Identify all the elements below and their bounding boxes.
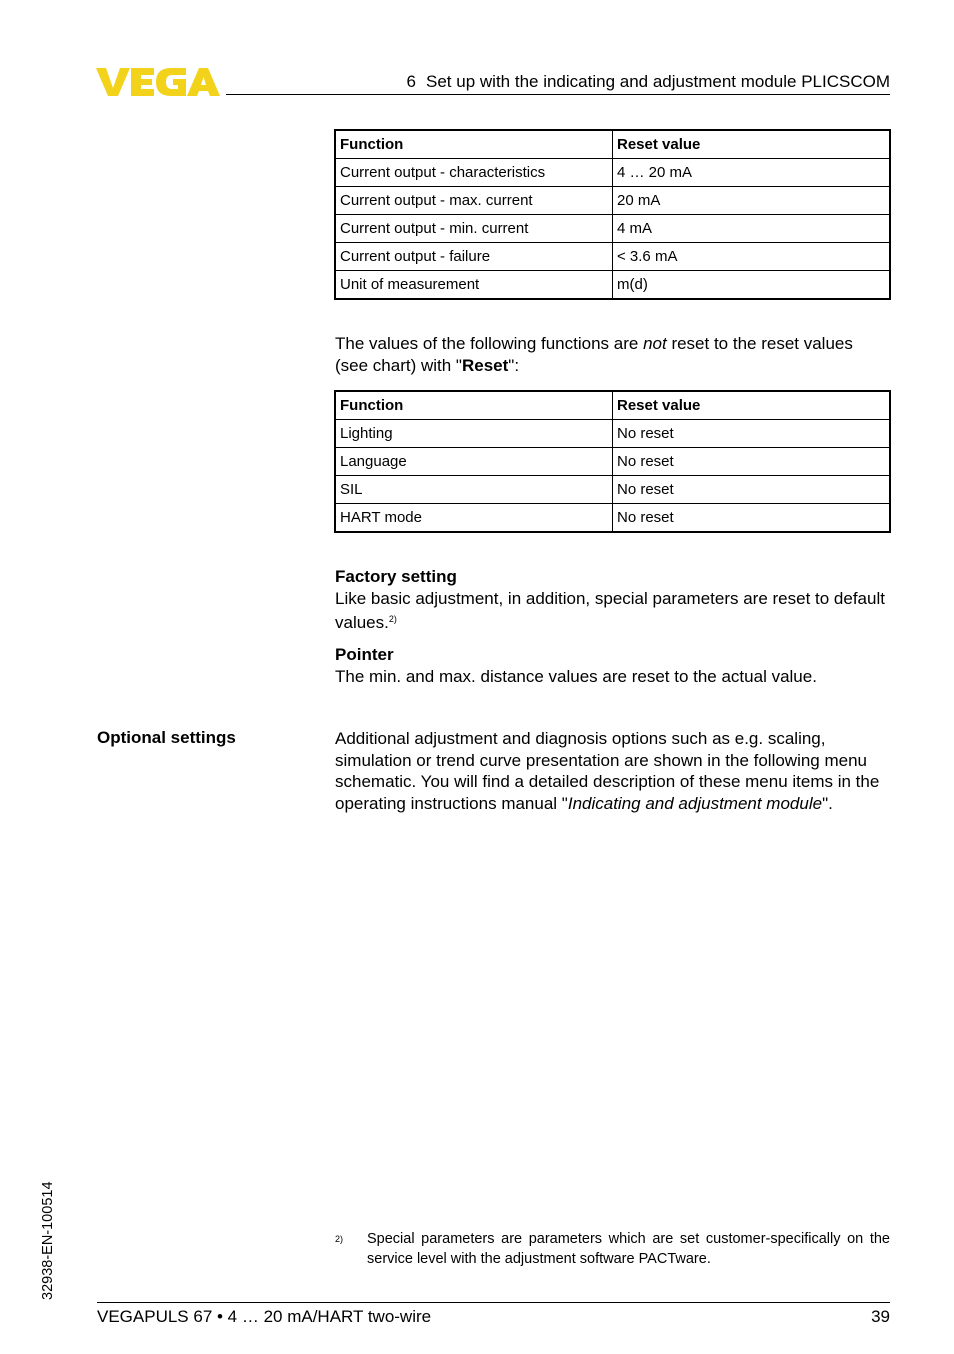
table-header-row	[336, 392, 890, 420]
cell-function: Language	[336, 448, 613, 476]
header-reset-value: Reset value	[613, 392, 890, 420]
table-row	[336, 159, 890, 187]
table-row	[336, 215, 890, 243]
cell-reset-value: No reset	[613, 448, 890, 476]
cell-reset-value: 4 mA	[613, 215, 890, 243]
pointer-text: The min. and max. distance values are reset to the actual value.	[335, 666, 817, 686]
optional-settings-label: Optional settings	[97, 728, 236, 747]
table-header-row	[336, 131, 890, 159]
factory-setting-heading: Factory setting	[335, 567, 457, 586]
cell-reset-value: No reset	[613, 476, 890, 504]
running-header	[407, 72, 890, 92]
intro-emphasis: not	[643, 334, 667, 353]
cell-reset-value: m(d)	[613, 271, 890, 299]
reset-values-table	[335, 130, 890, 299]
pointer-section	[335, 644, 890, 687]
footnote	[335, 1229, 890, 1269]
factory-setting-section	[335, 566, 890, 634]
table-row	[336, 243, 890, 271]
cell-function: HART mode	[336, 504, 613, 532]
cell-reset-value: < 3.6 mA	[613, 243, 890, 271]
factory-setting-body: Like basic adjustment, in addition, special parameters are reset to default values.	[335, 588, 885, 632]
cell-reset-value: No reset	[613, 420, 890, 448]
footnote-ref: 2)	[388, 614, 397, 624]
cell-function: Current output - failure	[336, 243, 613, 271]
intro-text: reset to the reset values (see chart) with "	[335, 334, 853, 375]
cell-reset-value: 4 … 20 mA	[613, 159, 890, 187]
cell-function: Unit of measurement	[336, 271, 613, 299]
header-function: Function	[336, 392, 613, 420]
cell-function: Current output - characteristics	[336, 159, 613, 187]
cell-function: Current output - max. current	[336, 187, 613, 215]
table-row	[336, 420, 890, 448]
section-title: Set up with the indicating and adjustment module PLICSCOM	[426, 72, 890, 91]
cell-function: SIL	[336, 476, 613, 504]
optional-settings-body: ".	[822, 793, 833, 813]
optional-settings-body: Additional adjustment and diagnosis options such as e.g. scaling, simulation or trend curve presentation are shown in the following menu schematic. You will find a detailed description of these menu items in the operating instructions manual "	[335, 729, 880, 813]
header-reset-value: Reset value	[613, 131, 890, 159]
vega-logo	[96, 66, 220, 98]
footer-product: VEGAPULS 67 • 4 … 20 mA/HART two-wire	[97, 1307, 432, 1326]
footnote-mark: 2)	[335, 1234, 344, 1244]
footer-rule	[97, 1302, 890, 1303]
header-rule	[226, 94, 890, 95]
manual-title: Indicating and adjustment module	[567, 793, 823, 813]
factory-setting-text	[335, 588, 890, 634]
table-row	[336, 504, 890, 532]
footnote-text: Special parameters are parameters which are set customer-specifically on the service level with the adjustment software PACTware.	[367, 1231, 890, 1267]
table-row	[336, 476, 890, 504]
cell-reset-value: No reset	[613, 504, 890, 532]
document-id: 32938-EN-100514	[40, 1181, 56, 1300]
not-reset-intro	[335, 333, 890, 376]
table-row	[336, 271, 890, 299]
optional-settings-text	[335, 728, 890, 814]
table-row	[336, 448, 890, 476]
not-reset-table	[335, 391, 890, 532]
intro-text: ":	[508, 355, 520, 375]
section-number: 6	[406, 72, 417, 91]
pointer-heading: Pointer	[335, 645, 394, 664]
header-function: Function	[336, 131, 613, 159]
cell-reset-value: 20 mA	[613, 187, 890, 215]
cell-function: Current output - min. current	[336, 215, 613, 243]
intro-text: The values of the following functions are	[335, 334, 644, 353]
table-row	[336, 187, 890, 215]
cell-function: Lighting	[336, 420, 613, 448]
intro-strong: Reset	[461, 355, 509, 375]
page-number: 39	[871, 1307, 890, 1326]
